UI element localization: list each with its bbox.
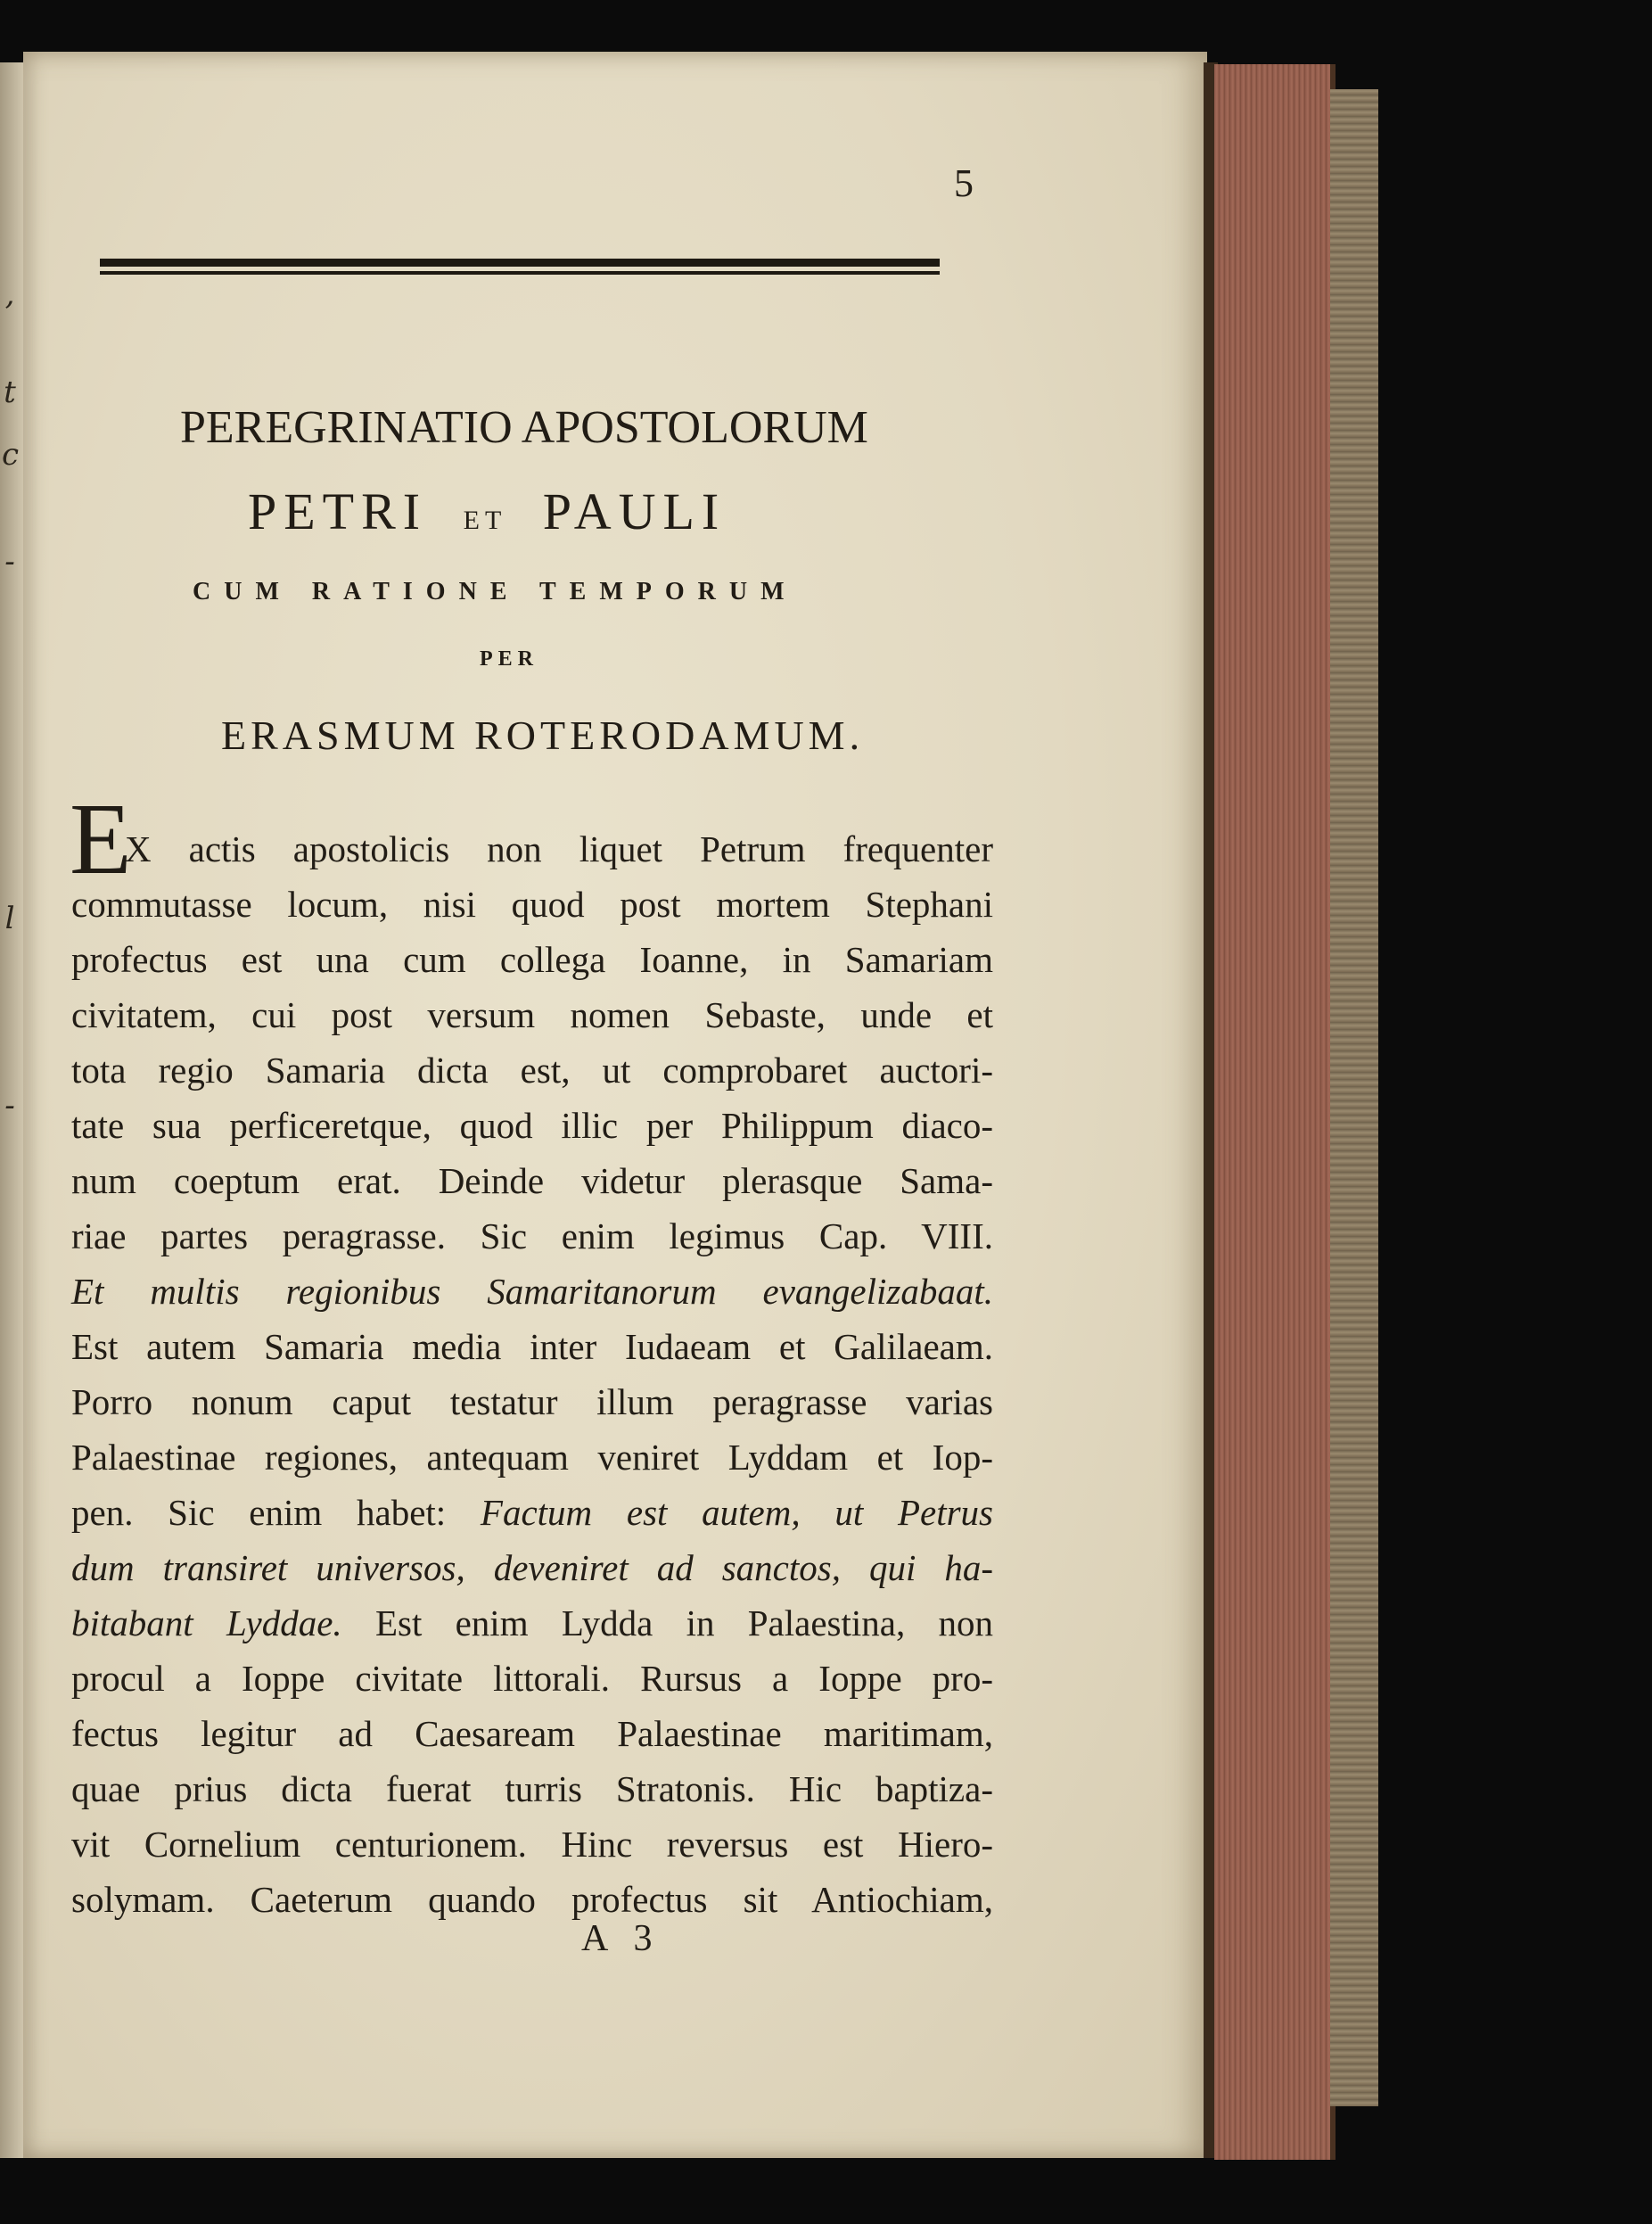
body-line: quae prius dicta fuerat turris Stratonis. Hic baptiza- [71, 1768, 993, 1809]
body-line-roman: Est enim Lydda in Palaestina, non [341, 1602, 993, 1643]
book-cover-edge [1330, 89, 1378, 2106]
body-line: X actis apostolicis non liquet Petrum frequenter [125, 828, 993, 869]
page-block-edge [1214, 64, 1336, 2160]
body-line: Palaestinae regiones, antequam veniret Lyddam et Iop- [71, 1437, 993, 1478]
title-line-2 [248, 482, 726, 541]
title-line-4: PER [480, 647, 538, 671]
header-rule [100, 259, 940, 267]
title-line-5: ERASMUM ROTERODAMUM. [221, 713, 865, 758]
body-line: procul a Ioppe civitate littorali. Rursus a Ioppe pro- [71, 1658, 993, 1699]
title-petri: PETRI [248, 482, 428, 540]
page-number: 5 [954, 161, 974, 205]
body-line: num coeptum erat. Deinde videtur plerasque Sama- [71, 1160, 993, 1201]
body-line: Et multis regionibus Samaritanorum evangelizabaat. [71, 1271, 993, 1312]
body-line-italic: Factum est autem, ut Petrus [480, 1492, 994, 1533]
body-line: fectus legitur ad Caesaream Palaestinae maritimam, [71, 1713, 993, 1754]
body-line: civitatem, cui post versum nomen Sebaste, unde et [71, 994, 993, 1035]
drop-cap: E [70, 782, 132, 895]
body-line: profectus est una cum collega Ioanne, in Samariam [71, 939, 993, 980]
prev-page-mark: - [4, 544, 15, 580]
body-line: Est autem Samaria media inter Iudaeam et Galilaeam. [71, 1326, 993, 1367]
body-line: riae partes peragrasse. Sic enim legimus Cap. VIII. [71, 1215, 993, 1256]
body-line: tota regio Samaria dicta est, ut comprobaret auctori- [71, 1050, 993, 1091]
body-line: dum transiret universos, deveniret ad sanctos, qui ha- [71, 1547, 993, 1588]
prev-page-mark: , [4, 276, 15, 312]
body-line: vit Cornelium centurionem. Hinc reversus est Hiero- [71, 1824, 993, 1865]
prev-page-mark: c [2, 437, 20, 473]
body-line [71, 1487, 993, 1537]
body-line [71, 1598, 993, 1648]
body-line: Porro nonum caput testatur illum peragrasse varias [71, 1381, 993, 1422]
prev-page-mark: l [4, 901, 15, 936]
body-line: commutasse locum, nisi quod post mortem Stephani [71, 884, 993, 925]
body-line: solymam. Caeterum quando profectus sit Antiochiam, [71, 1879, 993, 1920]
body-line-italic: bitabant Lyddae. [71, 1602, 342, 1643]
previous-page-edge [0, 62, 23, 2158]
title-pauli: PAULI [542, 482, 727, 540]
signature-mark: A 3 [581, 1918, 662, 1959]
title-et: ET [463, 506, 507, 535]
body-line: tate sua perficeretque, quod illic per Philippum diaco- [71, 1105, 993, 1146]
title-line-3: CUM RATIONE TEMPORUM [193, 578, 798, 605]
prev-page-mark: t [4, 375, 16, 410]
title-line-1: PEREGRINATIO APOSTOLORUM [180, 402, 868, 453]
header-rule-thin [100, 271, 940, 275]
body-line-roman: pen. Sic enim habet: [71, 1492, 481, 1533]
prev-page-mark: - [4, 1088, 15, 1124]
